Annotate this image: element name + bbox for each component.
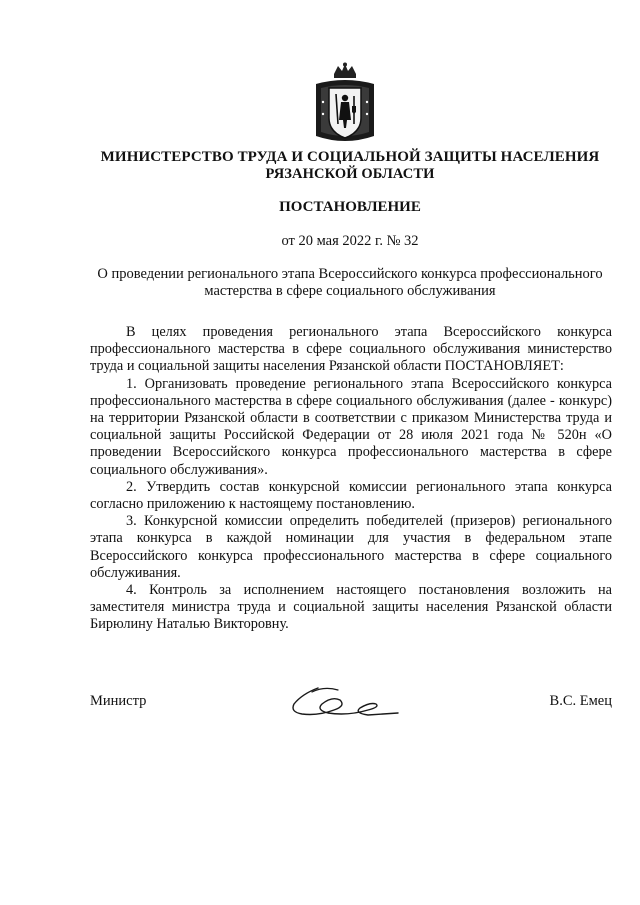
document-subject [60,266,640,300]
document-subject-line1: О проведении регионального этапа Всероссийского конкурса профессионального [97,266,603,282]
body-paragraph-1: 1. Организовать проведение регионального этапа Всероссийского конкурса профессионального мастерства в сфере социального обслуживания (далее - конкурс) на территории Рязанской области в соответствии с приказом Министерства труда и социальной защиты Российской Федерации от 28 июля 2021 года № 520н «О проведении Всероссийского конкурса профессионального мастерства в сфере социального обслуживания». [90,375,612,478]
signatory-title: Министр [90,693,147,709]
document-type: ПОСТАНОВЛЕНИЕ [279,199,421,215]
body-paragraph-preamble: В целях проведения регионального этапа Всероссийского конкурса профессионального мастерства в сфере социального обслуживания министерство труда и социальной защиты населения Рязанской области ПОСТАНОВЛЯЕТ: [90,324,612,375]
body-paragraph-3: 3. Конкурсной комиссии определить победителей (призеров) регионального этапа конкурса в каждой номинации для участия в федеральном этапе Всероссийского конкурса профессионального мастерства в сфере социального обслуживания. [90,513,612,581]
document-subject-line2: мастерства в сфере социального обслуживания [204,283,496,299]
document-body [90,324,612,634]
document-date-number: от 20 мая 2022 г. № 32 [281,233,419,249]
body-paragraph-4: 4. Контроль за исполнением настоящего постановления возложить на заместителя министра труда и социальной защиты населения Рязанской области Бирюлину Наталью Викторовну. [90,582,612,633]
signatory-name: В.С. Емец [549,693,612,709]
ministry-name-line1: МИНИСТЕРСТВО ТРУДА И СОЦИАЛЬНОЙ ЗАЩИТЫ НАСЕЛЕНИЯ [100,149,600,165]
body-paragraph-2: 2. Утвердить состав конкурсной комиссии регионального этапа конкурса согласно приложению к настоящему постановлению. [90,478,612,513]
coat-of-arms-icon [312,62,378,148]
handwritten-signature-icon [288,680,406,724]
ministry-name-line2: РЯЗАНСКОЙ ОБЛАСТИ [265,166,435,182]
